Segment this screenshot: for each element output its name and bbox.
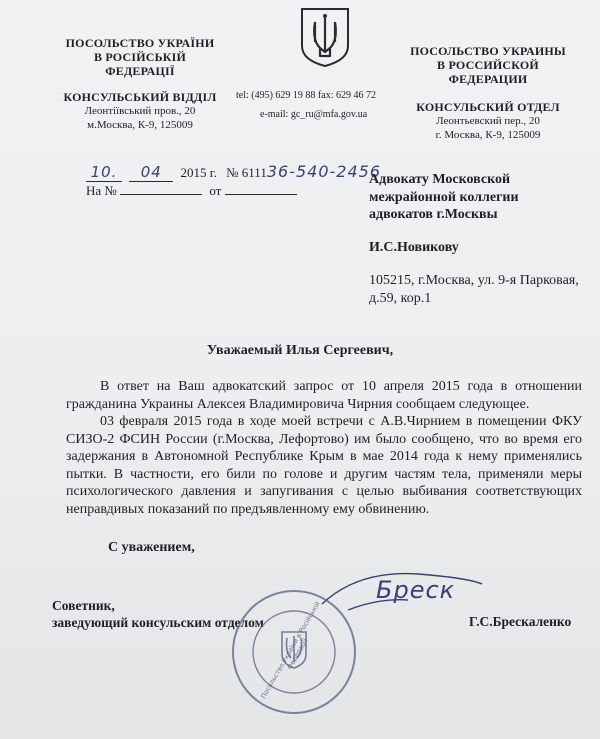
ref-ot-blank [225,182,297,195]
recipient-address2: д.59, кор.1 [369,290,432,306]
signature-text: Бреск [376,576,456,604]
ref-day: 10. [86,163,122,182]
signer-title2: заведующий консульским отделом [52,615,264,630]
contact-email: e-mail: gc_ru@mfa.gov.ua [260,109,368,120]
ref-number-label: № 6111 [226,165,267,180]
ref-na-blank [120,182,202,195]
right-org-line1: ПОСОЛЬСТВО УКРАИНЫ [410,44,566,58]
closing: С уважением, [108,540,195,555]
contact-tel: tel: (495) 629 19 88 fax: 629 46 72 [236,90,376,101]
right-header [388,44,588,142]
reference-na-line [86,182,306,199]
right-dept: КОНСУЛЬСКИЙ ОТДЕЛ [416,100,560,114]
right-address2: г. Москва, К-9, 125009 [435,129,541,141]
left-org-line1: ПОСОЛЬСТВО УКРАЇНИ [65,36,215,50]
recipient-line1: Адвокату Московской [369,172,511,187]
salutation: Уважаемый Илья Сергеевич, [206,343,394,358]
left-org-line3: ФЕДЕРАЦІЇ [105,64,175,78]
right-org-line2: В РОССИЙСКОЙ [437,58,539,72]
ref-month: 04 [129,163,173,182]
recipient-line2: межрайонной коллегии [369,189,519,205]
signer-title1: Советник, [52,598,115,613]
ref-number: 36-540-2456 [266,162,381,181]
ref-year: 2015 г. [180,165,217,180]
ref-na-label: На № [86,183,117,198]
left-address1: Леонтіївський пров., 20 [84,105,196,117]
signer-name: Г.С.Брескаленко [469,614,572,629]
left-header [40,36,240,132]
official-stamp [230,588,358,716]
paragraph-1: В ответ на Ваш адвокатский запрос от 10 апреля 2015 года в отношении гражданина Украины Алексея Владимировича Чирния сообщаем следующее. [66,379,582,412]
letter-body [66,378,582,518]
stamp-ring-text: Посольство України в Російській Федерації [259,600,322,700]
recipient-address1: 105215, г.Москва, ул. 9-я Парковая, [369,273,579,288]
left-org-line2: В РОСІЙСЬКІЙ [93,50,187,64]
coat-of-arms-icon [298,6,352,68]
left-dept: КОНСУЛЬСЬКИЙ ВІДДІЛ [63,90,217,104]
recipient-block [369,171,599,307]
ref-ot-label: от [209,183,222,198]
reference-line [86,162,386,182]
left-address2: м.Москва, К-9, 125009 [87,119,193,131]
recipient-name: И.С.Новикову [369,239,459,255]
right-address1: Леонтьевский пер., 20 [436,115,540,127]
right-org-line3: ФЕДЕРАЦИИ [448,72,528,86]
paragraph-2: 03 февраля 2015 года в ходе моей встречи с А.В.Чирнием в помещении ФКУ СИЗО-2 ФСИН России (г.Москва, Лефортово) им было сообщено, что во время его задержания в Автономной Республике Крым в мае 2014 года к нему применялись пытки. В частности, его били по голове и другим частям тела, применяли меры психологического давления и запугивания с целью выбивания соответствующих неправдивых показаний по предъявленному ему обвинению. [66,414,582,517]
recipient-line3: адвокатов г.Москвы [369,207,498,222]
